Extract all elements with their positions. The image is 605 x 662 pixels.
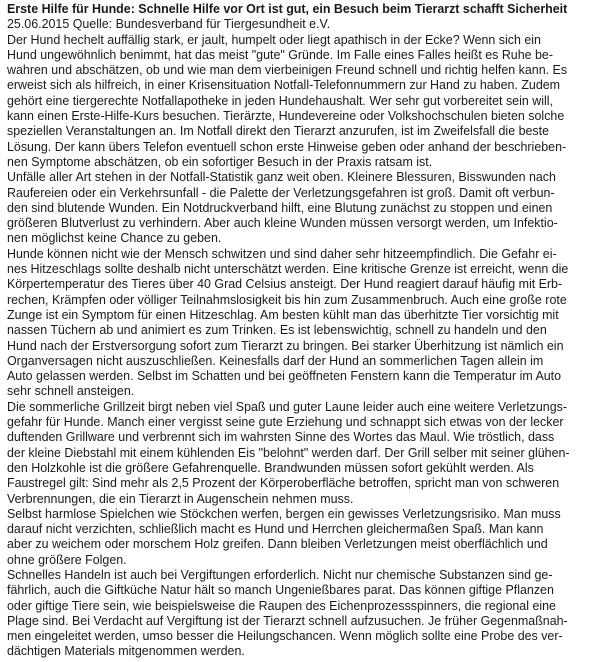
body-line: Hunde können nicht wie der Mensch schwitzen und sind daher sehr hitzeempfindlich. Die Gefahr ei-: [7, 246, 557, 261]
body-line: ohne größere Folgen.: [7, 552, 127, 567]
body-line: sehr schnell ansteigen.: [7, 384, 135, 399]
body-line: Hund nach der Erstversorgung sofort zum Tierarzt zu bringen. Bei starker Überhitzung ist nämlich ein: [7, 338, 564, 353]
body-line: der kleine Diebstahl mit einem kühlenden Eis "belohnt" werden darf. Der Grill selber mit seiner glühen-: [7, 445, 570, 460]
body-line: nen Symptome abschätzen, ob ein sofortiger Besuch in der Praxis ratsam ist.: [7, 154, 433, 169]
body-line: Plage sind. Bei Verdacht auf Vergiftung ist der Tierarzt schnell aufzusuchen. Je früher Gegenmaßnah-: [7, 613, 568, 628]
body-line: Die sommerliche Grillzeit birgt neben viel Spaß und guter Laune leider auch eine weitere Verletzungs-: [7, 399, 567, 414]
body-line: Verbrennungen, die ein Tierarzt in Augenschein nehmen muss.: [7, 491, 354, 506]
body-line: den Holzkohle ist die größere Gefahrenquelle. Brandwunden müssen sofort gekühlt werden. Als: [7, 460, 534, 475]
body-line: darauf nicht verzichten, schließlich macht es Hund und Herrchen gleichermaßen Spaß. Man kann: [7, 522, 544, 537]
body-line: Der Hund hechelt auffällig stark, er jault, humpelt oder liegt apathisch in der Ecke? Wenn sich ein: [7, 32, 541, 47]
body-line: rechen, Krämpfen oder völliger Teilnahmslosigkeit bis hin zum Zusammenbruch. Auch eine große rote: [7, 292, 567, 307]
body-line: fährlich, auch die Giftküche Natur hält so manch Ungeniеßbares parat. Das können giftige Pflanzen: [7, 583, 554, 598]
body-line: men eingeleitet werden, umso besser die Heilungschancen. Wenn möglich sollte eine Probe des ver-: [7, 629, 563, 644]
body-line: kann einen Erste-Hilfe-Kurs besuchen. Tierärzte, Hundevereine oder Volkshochschulen bieten solche: [7, 109, 565, 124]
body-line: nassen Tüchern ab und animiert es zum Trinken. Es ist lebenswichtig, schnell zu handeln und den: [7, 323, 547, 338]
body-line: duftenden Grillware und verbrennt sich im wahrsten Sinne des Wortes das Maul. Wie tröstlich, dass: [7, 430, 555, 445]
body-line: gehört eine tiergerechte Notfallapotheke in jeden Hundehaushalt. Wer sehr gut vorbereitet sein will,: [7, 93, 553, 108]
article-title: Erste Hilfe für Hunde: Schnelle Hilfe vor Ort ist gut, ein Besuch beim Tierarzt schafft Sicherheit: [7, 2, 568, 16]
article: [7, 2, 601, 660]
body-line: Lösung. Der kann übers Telefon eventuell schon erste Hinweise geben oder anhand der beschrieben-: [7, 139, 567, 154]
body-line: Schnelles Handeln ist auch bei Vergiftungen erforderlich. Nicht nur chemische Substanzen sind ge-: [7, 567, 553, 582]
body-line: Zunge ist ein Symptom für einen Hitzeschlag. Am besten kühlt man das überhitzte Tier vorsichtig mit: [7, 307, 559, 322]
body-line: dächtigen Materials mitgenommen werden.: [7, 644, 245, 659]
body-line: Körpertemperatur des Tieres über 40 Grad Celsius ansteigt. Der Hund reagiert darauf häufig mit Erb-: [7, 277, 563, 292]
body-line: nen möglichst keine Chance zu geben.: [7, 231, 222, 246]
body-line: erweist sich als hilfreich, in einer Krisensituation Notfall-Telefonnummern zur Hand zu haben. Zudem: [7, 78, 561, 93]
body-line: nes Hitzeschlags sollte deshalb nicht unterschätzt werden. Eine kritische Grenze ist erreicht, wenn die: [7, 262, 569, 277]
body-line: oder giftige Tiere sein, wie beispielsweise die Raupen des Eichenprozessspinners, die regional eine: [7, 598, 556, 613]
article-meta: 25.06.2015 Quelle: Bundesverband für Tiergesundheit e.V.: [7, 17, 331, 32]
body-line: wahren und abschätzen, ob und wie man dem vierbeinigen Freund schnell und richtig helfen kann. Es: [7, 63, 568, 78]
body-line: Organversagen nicht auszuschließen. Keinesfalls darf der Hund an sommerlichen Tagen allein im: [7, 353, 544, 368]
body-line: Auto gelassen werden. Selbst im Schatten und bei geöffneten Fenstern kann die Temperatur im Auto: [7, 369, 562, 384]
body-line: gefahr für Hunde. Manch einer vergisst seine gute Erziehung und schnappt sich etwas von der lecker: [7, 415, 564, 430]
body-line: Hund ungewöhnlich benimmt, hat das meist "gute" Gründe. Im Falle eines Falles heißt es Ruhe be-: [7, 47, 553, 62]
body-line: Raufereien oder ein Verkehrsunfall - die Palette der Verletzungsgefahren ist groß. Damit oft verbun-: [7, 185, 555, 200]
body-line: aber zu weichem oder morschem Holz greifen. Dann bleiben Verletzungen meist oberflächlich und: [7, 537, 548, 552]
body-line: Selbst harmlose Spielchen wie Stöckchen werfen, bergen ein gewisses Verletzungsrisiko. Man muss: [7, 506, 561, 521]
body-line: speziellen Veranstaltungen an. Im Notfall direkt den Tierarzt anzurufen, ist im Zweifelsfall die beste: [7, 124, 549, 139]
body-line: Unfälle aller Art stehen in der Notfall-Statistik ganz weit oben. Kleinere Blessuren, Bisswunden nach: [7, 170, 556, 185]
body-line: den sind blutende Wunden. Ein Notdruckverband hilft, eine Blutung zunächst zu stoppen und einen: [7, 200, 553, 215]
article-body: [7, 33, 601, 660]
body-line: Faustregel gilt: Sind mehr als 2,5 Prozent der Körperoberfläche betroffen, spricht man von schweren: [7, 476, 560, 491]
body-line: größeren Blutverlust zu verhindern. Aber auch kleine Wunden müssen versorgt werden, um Infektio-: [7, 216, 558, 231]
